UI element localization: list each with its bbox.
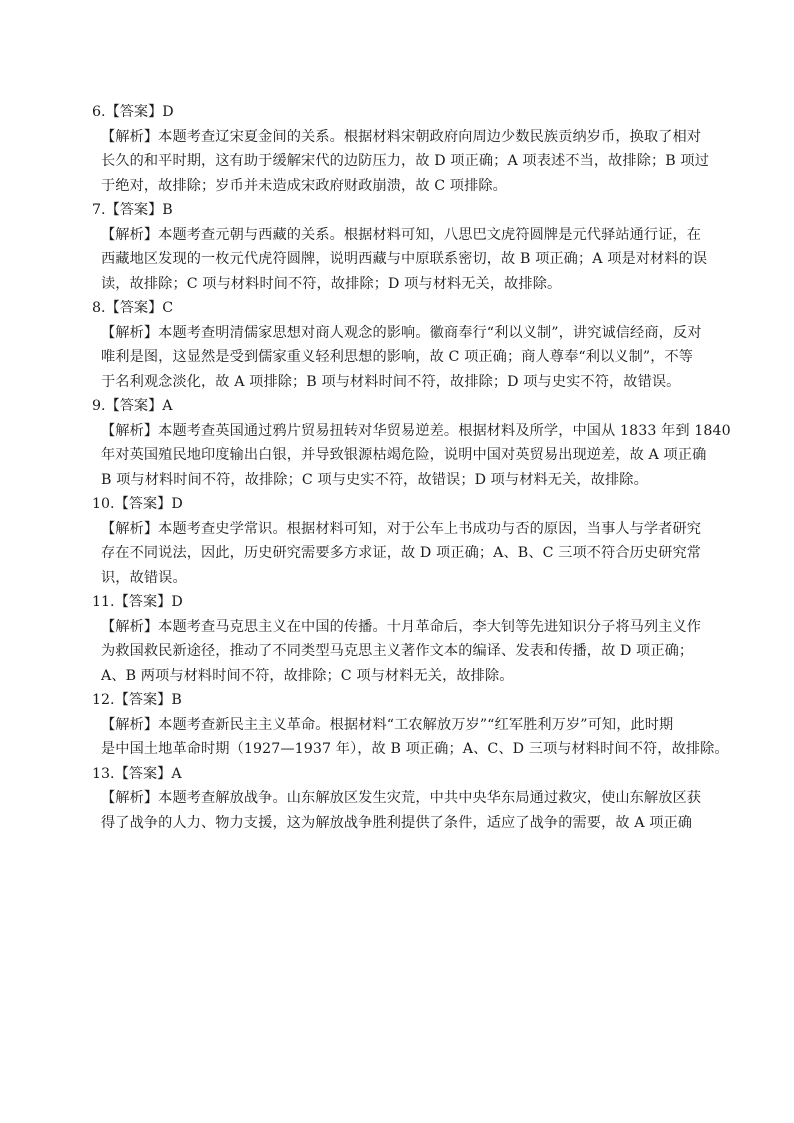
analysis-line: 【解析】本题考查辽宋夏金间的关系。根据材料宋朝政府向周边少数民族贡纳岁币，换取了相对 [101, 128, 702, 145]
analysis-line: 长久的和平时期，这有助于缓解宋代的边防压力，故 D 项正确；A 项表述不当，故排除；B 项过 [101, 153, 710, 169]
analysis-line: 【解析】本题考查明清儒家思想对商人观念的影响。徽商奉行“利以义制”，讲究诚信经商，反对 [101, 324, 702, 341]
analysis-line: 【解析】本题考查马克思主义在中国的传播。十月革命后，李大钊等先进知识分子将马列主义作 [101, 618, 702, 635]
answer-item-6 [92, 100, 712, 198]
analysis-line: 是中国土地革命时期（1927—1937 年），故 B 项正确；A、C、D 三项与材料时间不符，故排除。 [101, 741, 729, 757]
analysis-text [92, 223, 712, 297]
answer-item-10 [92, 492, 712, 590]
analysis-line: 【解析】本题考查元朝与西藏的关系。根据材料可知，八思巴文虎符圆牌是元代驿站通行证，在 [101, 226, 702, 243]
analysis-line: 年对英国殖民地印度输出白银，并导致银源枯竭危险，说明中国对英贸易出现逆差，故 A 项正确 [101, 447, 707, 463]
analysis-text [92, 517, 712, 591]
analysis-line: 【解析】本题考查新民主主义革命。根据材料“工农解放万岁”“红军胜利万岁”可知，此时期 [101, 716, 674, 733]
analysis-line: 唯利是图，这显然是受到儒家重义轻利思想的影响，故 C 项正确；商人尊奉“利以义制”，不等 [101, 349, 694, 365]
answer-item-13 [92, 762, 712, 836]
analysis-text [92, 419, 731, 493]
analysis-text [92, 615, 712, 689]
answer-item-7 [92, 198, 712, 296]
answer-line: 11.【答案】D [92, 594, 183, 610]
answer-line: 12.【答案】B [92, 692, 182, 708]
analysis-line: B 项与材料时间不符，故排除；C 项与史实不符，故错误；D 项与材料无关，故排除。 [101, 471, 648, 488]
analysis-line: 存在不同说法，因此，历史研究需要多方求证，故 D 项正确；A、B、C 三项不符合历史研究常 [101, 545, 702, 561]
analysis-line: 读，故排除；C 项与材料时间不符，故排除；D 项与材料无关，故排除。 [101, 275, 562, 292]
answer-line: 6.【答案】D [92, 104, 174, 120]
answer-line: 10.【答案】D [92, 496, 183, 512]
analysis-text [92, 125, 712, 199]
answer-item-8 [92, 296, 712, 394]
analysis-line: 【解析】本题考查史学常识。根据材料可知，对于公车上书成功与否的原因，当事人与学者研究 [101, 520, 702, 537]
analysis-text [92, 713, 729, 762]
analysis-text [92, 321, 712, 395]
analysis-line: 于绝对，故排除；岁币并未造成宋政府财政崩溃，故 C 项排除。 [101, 177, 507, 194]
answer-key-list [92, 100, 731, 835]
analysis-text [92, 786, 712, 835]
answer-item-12 [92, 688, 729, 762]
analysis-line: 【解析】本题考查英国通过鸦片贸易扭转对华贸易逆差。根据材料及所学，中国从 1833 年到 1840 [101, 422, 731, 439]
analysis-line: 于名利观念淡化，故 A 项排除；B 项与材料时间不符，故排除；D 项与史实不符，故错误。 [101, 373, 681, 390]
answer-item-9 [92, 394, 731, 492]
answer-line: 13.【答案】A [92, 765, 182, 782]
analysis-line: 西藏地区发现的一枚元代虎符圆牌，说明西藏与中原联系密切，故 B 项正确；A 项是对材料的误 [101, 251, 708, 267]
analysis-line: 【解析】本题考查解放战争。山东解放区发生灾荒，中共中央华东局通过救灾，使山东解放区获 [101, 790, 702, 806]
answer-item-11 [92, 590, 712, 688]
answer-line: 7.【答案】B [92, 202, 173, 218]
analysis-line: 识，故错误。 [101, 569, 187, 586]
answer-line: 8.【答案】C [92, 300, 174, 316]
analysis-line: 为救国救民新途径，推动了不同类型马克思主义著作文本的编译、发表和传播，故 D 项正确； [101, 643, 694, 659]
analysis-line: A、B 两项与材料时间不符，故排除；C 项与材料无关，故排除。 [101, 667, 514, 684]
answer-line: 9.【答案】A [92, 398, 173, 414]
analysis-line: 得了战争的人力、物力支援，这为解放战争胜利提供了条件，适应了战争的需要，故 A 项正确 [101, 814, 693, 831]
